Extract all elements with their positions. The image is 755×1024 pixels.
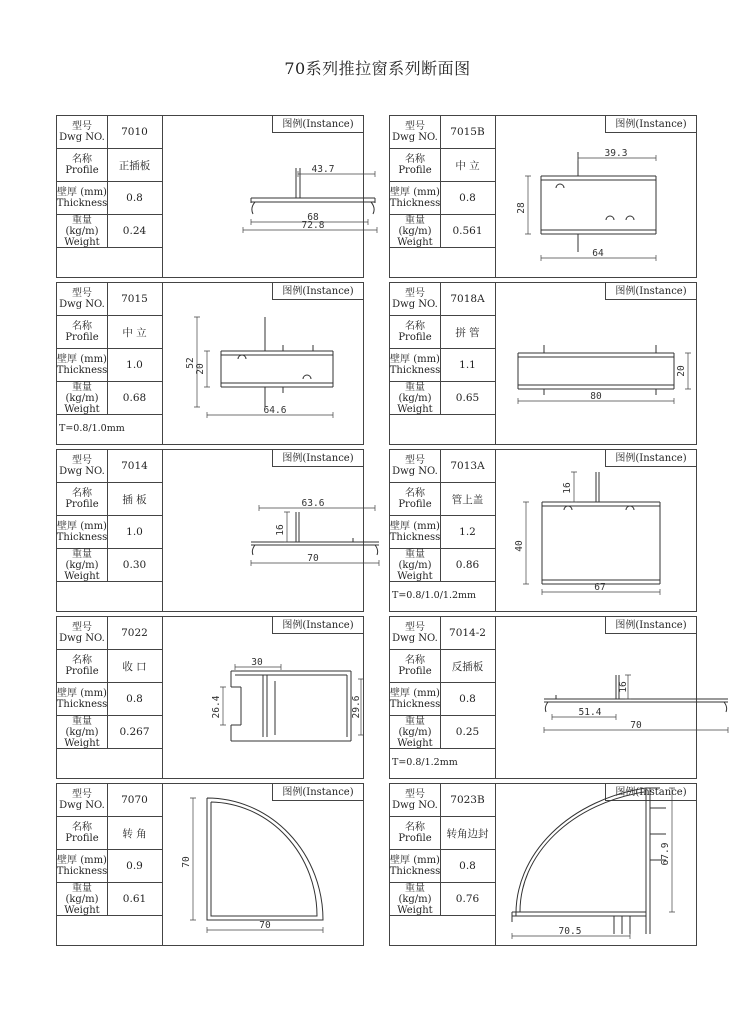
- instance-label: 图例(Instance): [272, 449, 364, 467]
- spec-row-weight: [390, 549, 495, 582]
- dimension-label: 29.6: [351, 695, 362, 719]
- spec-row-weight: [390, 883, 495, 916]
- spec-row-thickness: [390, 182, 495, 215]
- instance-label: 图例(Instance): [272, 115, 364, 133]
- spec-row-profile: [390, 650, 495, 683]
- spec-row-weight: [390, 716, 495, 749]
- weight-value: 0.25: [455, 726, 480, 738]
- spec-row-model: [57, 450, 162, 483]
- spec-table: [390, 283, 496, 444]
- dwg-number: 7014: [121, 460, 148, 472]
- profile-card-7010: [56, 115, 364, 278]
- model-label: 型号 Dwg NO.: [390, 784, 441, 816]
- spec-row-weight: [57, 883, 162, 916]
- spec-row-thickness: [390, 850, 495, 883]
- section-drawing: [163, 784, 363, 945]
- thickness-value: 1.0: [126, 526, 143, 538]
- thickness-label: 壁厚 (mm) Thickness: [57, 683, 108, 715]
- dimension-label: 72.8: [301, 220, 325, 231]
- section-drawing: [496, 617, 696, 778]
- profile-name: 插 板: [122, 493, 147, 506]
- dimension-label: 51.4: [578, 707, 602, 718]
- weight-value: 0.68: [122, 392, 147, 404]
- spec-row-weight: [57, 215, 162, 248]
- instance-label: 图例(Instance): [272, 282, 364, 300]
- spec-row-profile: [390, 483, 495, 516]
- spec-row-thickness: [390, 683, 495, 716]
- spec-row-model: [390, 283, 495, 316]
- spec-row-profile: [390, 316, 495, 349]
- dimension-label: 70: [307, 553, 319, 564]
- dwg-number: 7022: [121, 627, 148, 639]
- profile-card-7070: [56, 783, 364, 946]
- dwg-number: 7010: [121, 126, 148, 138]
- spec-row-profile: [390, 149, 495, 182]
- instance-label: 图例(Instance): [605, 616, 697, 634]
- weight-label: 重量 (kg/m) Weight: [390, 716, 441, 748]
- spec-row-profile: [57, 817, 162, 850]
- dimension-label: 16: [618, 681, 629, 693]
- spec-table: [57, 617, 163, 778]
- model-label: 型号 Dwg NO.: [390, 450, 441, 482]
- weight-label: 重量 (kg/m) Weight: [57, 883, 108, 915]
- thickness-value: 0.8: [126, 192, 143, 204]
- spec-row-model: [390, 784, 495, 817]
- dimension-label: 68: [307, 212, 319, 223]
- dwg-number: 7015: [121, 293, 148, 305]
- weight-label: 重量 (kg/m) Weight: [390, 382, 441, 414]
- profile-card-7014: [56, 449, 364, 612]
- profile-card-7015b: [389, 115, 697, 278]
- model-label: 型号 Dwg NO.: [57, 784, 108, 816]
- spec-row-thickness: [57, 349, 162, 382]
- weight-label: 重量 (kg/m) Weight: [390, 215, 441, 247]
- spec-row-model: [57, 784, 162, 817]
- weight-value: 0.76: [455, 893, 480, 905]
- spec-table: [390, 617, 496, 778]
- spec-row-weight: [57, 382, 162, 415]
- instance-label: 图例(Instance): [605, 449, 697, 467]
- profile-label: 名称 Profile: [57, 149, 108, 181]
- thickness-value: 0.8: [459, 693, 476, 705]
- profile-name: 中 立: [455, 159, 480, 172]
- dwg-number: 7013A: [450, 460, 485, 472]
- thickness-label: 壁厚 (mm) Thickness: [390, 683, 441, 715]
- weight-value: 0.24: [122, 225, 147, 237]
- spec-row-model: [57, 283, 162, 316]
- spec-row-thickness: [390, 516, 495, 549]
- section-drawing: [496, 116, 696, 277]
- weight-value: 0.30: [122, 559, 147, 571]
- model-label: 型号 Dwg NO.: [390, 283, 441, 315]
- instance-label: 图例(Instance): [605, 115, 697, 133]
- profile-card-7014-2: [389, 616, 697, 779]
- model-label: 型号 Dwg NO.: [57, 617, 108, 649]
- weight-value: 0.61: [122, 893, 147, 905]
- spec-row-thickness: [57, 683, 162, 716]
- dimension-label: 70.5: [558, 926, 582, 937]
- spec-table: [390, 784, 496, 945]
- instance-label: 图例(Instance): [272, 616, 364, 634]
- weight-value: 0.86: [455, 559, 480, 571]
- section-drawing: [163, 450, 363, 611]
- profile-label: 名称 Profile: [57, 316, 108, 348]
- dimension-label: 30: [251, 657, 263, 668]
- profile-card-7023b: [389, 783, 697, 946]
- dimension-label: 64.6: [263, 405, 287, 416]
- thickness-label: 壁厚 (mm) Thickness: [57, 182, 108, 214]
- weight-label: 重量 (kg/m) Weight: [57, 382, 108, 414]
- thickness-note: T=0.8/1.0/1.2mm: [392, 590, 477, 601]
- profile-label: 名称 Profile: [57, 817, 108, 849]
- spec-row-thickness: [57, 516, 162, 549]
- weight-label: 重量 (kg/m) Weight: [390, 549, 441, 581]
- instance-label: 图例(Instance): [272, 783, 364, 801]
- profile-name: 中 立: [122, 326, 147, 339]
- spec-row-thickness: [390, 349, 495, 382]
- thickness-label: 壁厚 (mm) Thickness: [390, 850, 441, 882]
- weight-value: 0.65: [455, 392, 480, 404]
- dwg-number: 7014-2: [449, 627, 486, 639]
- dimension-label: 67: [594, 582, 606, 593]
- dwg-number: 7015B: [450, 126, 485, 138]
- dwg-number: 7023B: [450, 794, 485, 806]
- spec-row-weight: [390, 382, 495, 415]
- thickness-label: 壁厚 (mm) Thickness: [57, 349, 108, 381]
- profile-label: 名称 Profile: [57, 483, 108, 515]
- spec-row-model: [57, 617, 162, 650]
- profile-label: 名称 Profile: [390, 483, 441, 515]
- weight-value: 0.267: [119, 726, 150, 738]
- dimension-label: 64: [592, 248, 604, 259]
- spec-row-thickness: [57, 850, 162, 883]
- dimension-label: 16: [562, 482, 573, 494]
- spec-row-model: [390, 450, 495, 483]
- profile-name: 收 口: [122, 660, 147, 673]
- dimension-label: 80: [590, 391, 602, 402]
- dimension-label: 43.7: [311, 164, 335, 175]
- thickness-label: 壁厚 (mm) Thickness: [390, 349, 441, 381]
- spec-table: [57, 283, 163, 444]
- instance-label: 图例(Instance): [605, 282, 697, 300]
- model-label: 型号 Dwg NO.: [57, 283, 108, 315]
- spec-row-profile: [57, 650, 162, 683]
- dimension-label: 16: [275, 524, 286, 536]
- thickness-label: 壁厚 (mm) Thickness: [390, 182, 441, 214]
- profile-label: 名称 Profile: [390, 650, 441, 682]
- profile-card-7015: [56, 282, 364, 445]
- weight-label: 重量 (kg/m) Weight: [57, 716, 108, 748]
- section-drawing: [163, 116, 363, 277]
- thickness-value: 0.8: [459, 860, 476, 872]
- thickness-value: 1.0: [126, 359, 143, 371]
- section-drawing: [496, 784, 696, 945]
- thickness-value: 0.9: [126, 860, 143, 872]
- profile-label: 名称 Profile: [390, 149, 441, 181]
- dwg-number: 7018A: [450, 293, 485, 305]
- thickness-label: 壁厚 (mm) Thickness: [57, 850, 108, 882]
- spec-row-weight: [57, 716, 162, 749]
- profile-name: 转 角: [122, 827, 147, 840]
- dimension-label: 70: [259, 920, 271, 931]
- weight-label: 重量 (kg/m) Weight: [390, 883, 441, 915]
- section-drawing: [163, 283, 363, 444]
- thickness-note: T=0.8/1.0mm: [59, 423, 125, 434]
- dimension-label: 28: [516, 202, 527, 214]
- profile-name: 反插板: [451, 660, 484, 673]
- thickness-value: 0.8: [459, 192, 476, 204]
- page-title: 70系列推拉窗系列断面图: [284, 59, 471, 78]
- spec-row-weight: [390, 215, 495, 248]
- profile-name: 拼 管: [455, 326, 480, 339]
- thickness-label: 壁厚 (mm) Thickness: [390, 516, 441, 548]
- dimension-label: 40: [514, 540, 525, 552]
- model-label: 型号 Dwg NO.: [390, 116, 441, 148]
- profile-label: 名称 Profile: [390, 817, 441, 849]
- dimension-label: 52: [185, 357, 196, 369]
- section-drawing: [496, 283, 696, 444]
- dimension-label: 20: [676, 365, 687, 377]
- dimension-label: 70: [630, 720, 642, 731]
- profile-name: 转角边封: [446, 827, 489, 840]
- spec-row-profile: [57, 316, 162, 349]
- profile-name: 正插板: [118, 159, 151, 172]
- dimension-label: 20: [195, 363, 206, 375]
- thickness-note: T=0.8/1.2mm: [392, 757, 458, 768]
- profile-label: 名称 Profile: [390, 316, 441, 348]
- model-label: 型号 Dwg NO.: [57, 450, 108, 482]
- model-label: 型号 Dwg NO.: [390, 617, 441, 649]
- thickness-value: 1.2: [459, 526, 476, 538]
- section-drawing: [496, 450, 696, 611]
- profile-card-7022: [56, 616, 364, 779]
- profile-name: 管上盖: [451, 493, 484, 506]
- spec-table: [390, 450, 496, 611]
- profile-card-7018a: [389, 282, 697, 445]
- dimension-label: 26.4: [211, 695, 222, 719]
- weight-label: 重量 (kg/m) Weight: [57, 215, 108, 247]
- spec-row-model: [57, 116, 162, 149]
- spec-row-model: [390, 617, 495, 650]
- dimension-label: 70: [181, 856, 192, 868]
- model-label: 型号 Dwg NO.: [57, 116, 108, 148]
- dimension-label: 67.9: [660, 842, 671, 866]
- spec-row-profile: [57, 149, 162, 182]
- spec-table: [57, 450, 163, 611]
- spec-table: [390, 116, 496, 277]
- weight-value: 0.561: [452, 225, 483, 237]
- thickness-value: 0.8: [126, 693, 143, 705]
- dimension-label: 63.6: [301, 498, 325, 509]
- section-drawing: [163, 617, 363, 778]
- instance-label: 图例(Instance): [605, 783, 697, 801]
- spec-table: [57, 116, 163, 277]
- spec-row-model: [390, 116, 495, 149]
- spec-row-profile: [390, 817, 495, 850]
- spec-row-profile: [57, 483, 162, 516]
- spec-row-thickness: [57, 182, 162, 215]
- profile-label: 名称 Profile: [57, 650, 108, 682]
- thickness-label: 壁厚 (mm) Thickness: [57, 516, 108, 548]
- spec-row-weight: [57, 549, 162, 582]
- profile-card-7013a: [389, 449, 697, 612]
- weight-label: 重量 (kg/m) Weight: [57, 549, 108, 581]
- spec-table: [57, 784, 163, 945]
- thickness-value: 1.1: [459, 359, 476, 371]
- dwg-number: 7070: [121, 794, 148, 806]
- dimension-label: 39.3: [604, 148, 628, 159]
